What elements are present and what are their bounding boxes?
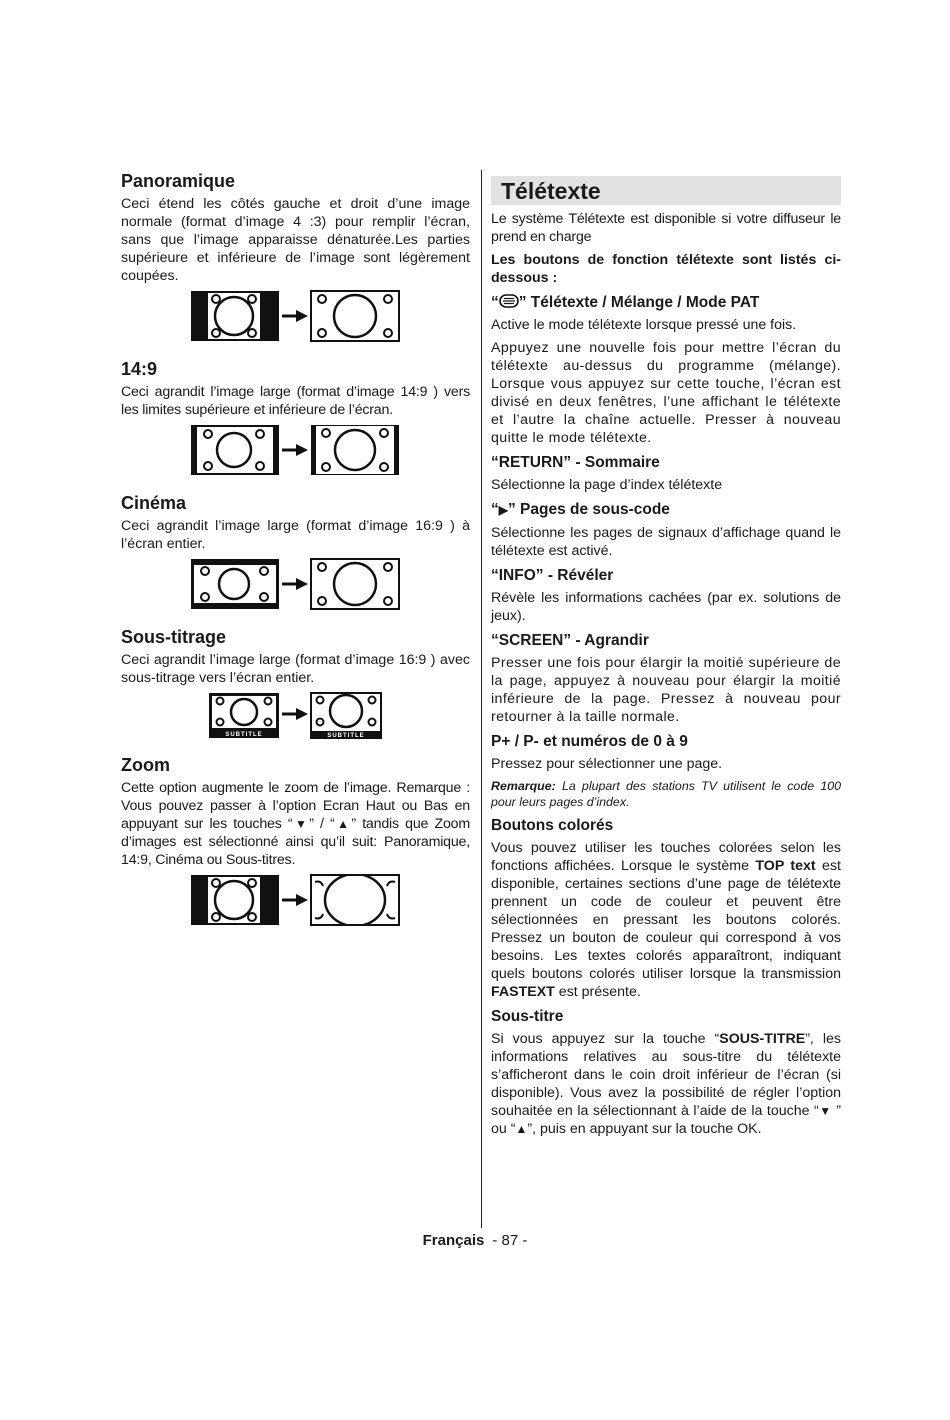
page-number: - 87 - [492,1232,528,1249]
return-body: Sélectionne la page d’index télétexte [491,477,723,493]
source-screen [191,875,279,925]
screen-body: Presser une fois pour élargir la moitié supérieure de la page, appuyez à nouveau pour élargir la moitié inférieure de la page. Pressez à nouveau pour retourner à la taille normale. [491,655,841,725]
teletext-banner [491,176,841,205]
source-screen [191,559,279,609]
zoom-title: Zoom [121,755,170,775]
screen-heading: “SCREEN” - Agrandir [491,632,649,649]
subcode-heading: “▶” Pages de sous-code [491,501,670,518]
page-numbers-body: Pressez pour sélectionner une page. [491,756,723,772]
cinema-figure [121,558,470,612]
buttons-heading: Les boutons de fonction télétexte sont listés ci-dessous : [491,252,841,286]
result-screen [311,425,399,475]
up-triangle-icon: ▲ [515,1122,528,1136]
subtitle-label-right: SUBTITLE [327,733,365,739]
subtitle-heading: Sous-titre [491,1008,564,1025]
soustitrage-title: Sous-titrage [121,627,227,647]
result-screen-zoom [311,874,399,926]
panoramique-figure [121,290,470,344]
teletext-mode-heading: “ ” Télétexte / Mélange / Mode PAT [491,294,760,311]
soustitrage-body: Ceci agrandit l’image large (format d’image 16:9 ) avec sous-titrage vers l’écran entier. [121,652,470,686]
result-screen [311,559,399,609]
cinema-body: Ceci agrandit l’image large (format d’image 16:9 ) à l’écran entier. [121,518,470,552]
teletext-title: Télétexte [501,178,601,204]
arrow-right-icon [282,444,308,456]
ratio-14-9-title: 14:9 [121,359,158,379]
footer-language: Français [422,1232,485,1249]
soustitrage-figure [121,692,470,740]
right-column [491,176,841,1143]
teletext-mode-p2: Appuyez une nouvelle fois pour mettre l’écran du télétexte au-dessus du programme (mélange). Lorsque vous appuyez sur cette touche, l’écran est divisé en deux fenêtres, l’une affichant le télétexte et l’autre la chaîne actuelle. Presser à nouveau quitte le mode télétexte. [491,340,841,446]
subtitle-body: Si vous appuyez sur la touche “SOUS-TITRE”, les informations relatives au sous-titre du télétexte s’afficheront dans le coin droit inférieur de l’écran (si disponible). Vous avez la possibilité de régler l’option souhaitée en la sélectionnant à l’aide de la touche “▼ ” ou “▲”, puis en appuyant sur la touche OK. [491,1031,842,1137]
down-triangle-icon: ▼ [818,1104,832,1118]
subcode-body: Sélectionne les pages de signaux d’affichage quand le télétexte est activé. [491,525,841,559]
panoramique-title: Panoramique [121,171,236,191]
return-heading: “RETURN” - Sommaire [491,454,660,471]
arrow-right-icon [282,578,308,590]
down-triangle-icon: ▼ [292,817,310,831]
subtitle-label-left: SUBTITLE [225,732,263,738]
page-numbers-note: Remarque: La plupart des stations TV utilisent le code 100 pour leurs pages d’index. [491,779,841,809]
left-column [121,170,470,942]
colored-buttons-body: Vous pouvez utiliser les touches colorées selon les fonctions affichées. Lorsque le système TOP text est disponible, certaines sections d’une page de télétexte prennent un code de couleur et peuvent être sélectionnées en pressant les boutons colorés. Pressez un bouton de couleur qui correspond à vos besoins. Les textes colorés apparaîtront, indiquant quels boutons colorés utiliser lorsque la transmission FASTEXT est présente. [491,840,841,1000]
result-screen [311,693,381,739]
info-body: Révèle les informations cachées (par ex. solutions de jeux). [491,590,841,624]
zoom-body: Cette option augmente le zoom de l’image. Remarque : Vous pouvez passer à l’option Ecran Haut ou Bas en appuyant sur les touches “▼” / “▲” tandis que Zoom d’images est sélectionné ainsi qu’il suit: Panoramique, 14:9, Cinéma ou Sous-titres. [121,780,470,868]
ratio-14-9-figure [121,424,470,478]
info-heading: “INFO” - Révéler [491,567,614,584]
teletext-mode-p1: Active le mode télétexte lorsque pressé une fois. [491,317,797,333]
source-screen [191,425,279,475]
ratio-14-9-body: Ceci agrandit l’image large (format d’image 14:9 ) vers les limites supérieure et inférieure de l’écran. [121,384,470,418]
panoramique-body: Ceci étend les côtés gauche et droit d’une image normale (format d’image 4 :3) pour remplir l’écran, sans que l’image apparaisse dénaturée.Les parties supérieure et inférieure de l’image sont légèrement coupées. [121,196,470,284]
play-icon: ▶ [498,503,508,517]
result-screen-panoramic [311,291,399,341]
arrow-right-icon [282,708,308,720]
zoom-figure [121,874,470,928]
colored-buttons-heading: Boutons colorés [491,817,614,834]
page-footer [0,1232,950,1249]
teletext-intro: Le système Télétexte est disponible si votre diffuseur le prend en charge [491,211,841,245]
page-numbers-heading: P+ / P- et numéros de 0 à 9 [491,733,688,750]
source-screen [209,693,279,738]
arrow-right-icon [282,894,308,906]
column-divider [481,170,482,1228]
source-screen-4-3 [191,291,279,341]
up-triangle-icon: ▲ [334,817,352,831]
teletext-icon [499,294,519,308]
cinema-title: Cinéma [121,493,187,513]
arrow-right-icon [282,310,308,322]
